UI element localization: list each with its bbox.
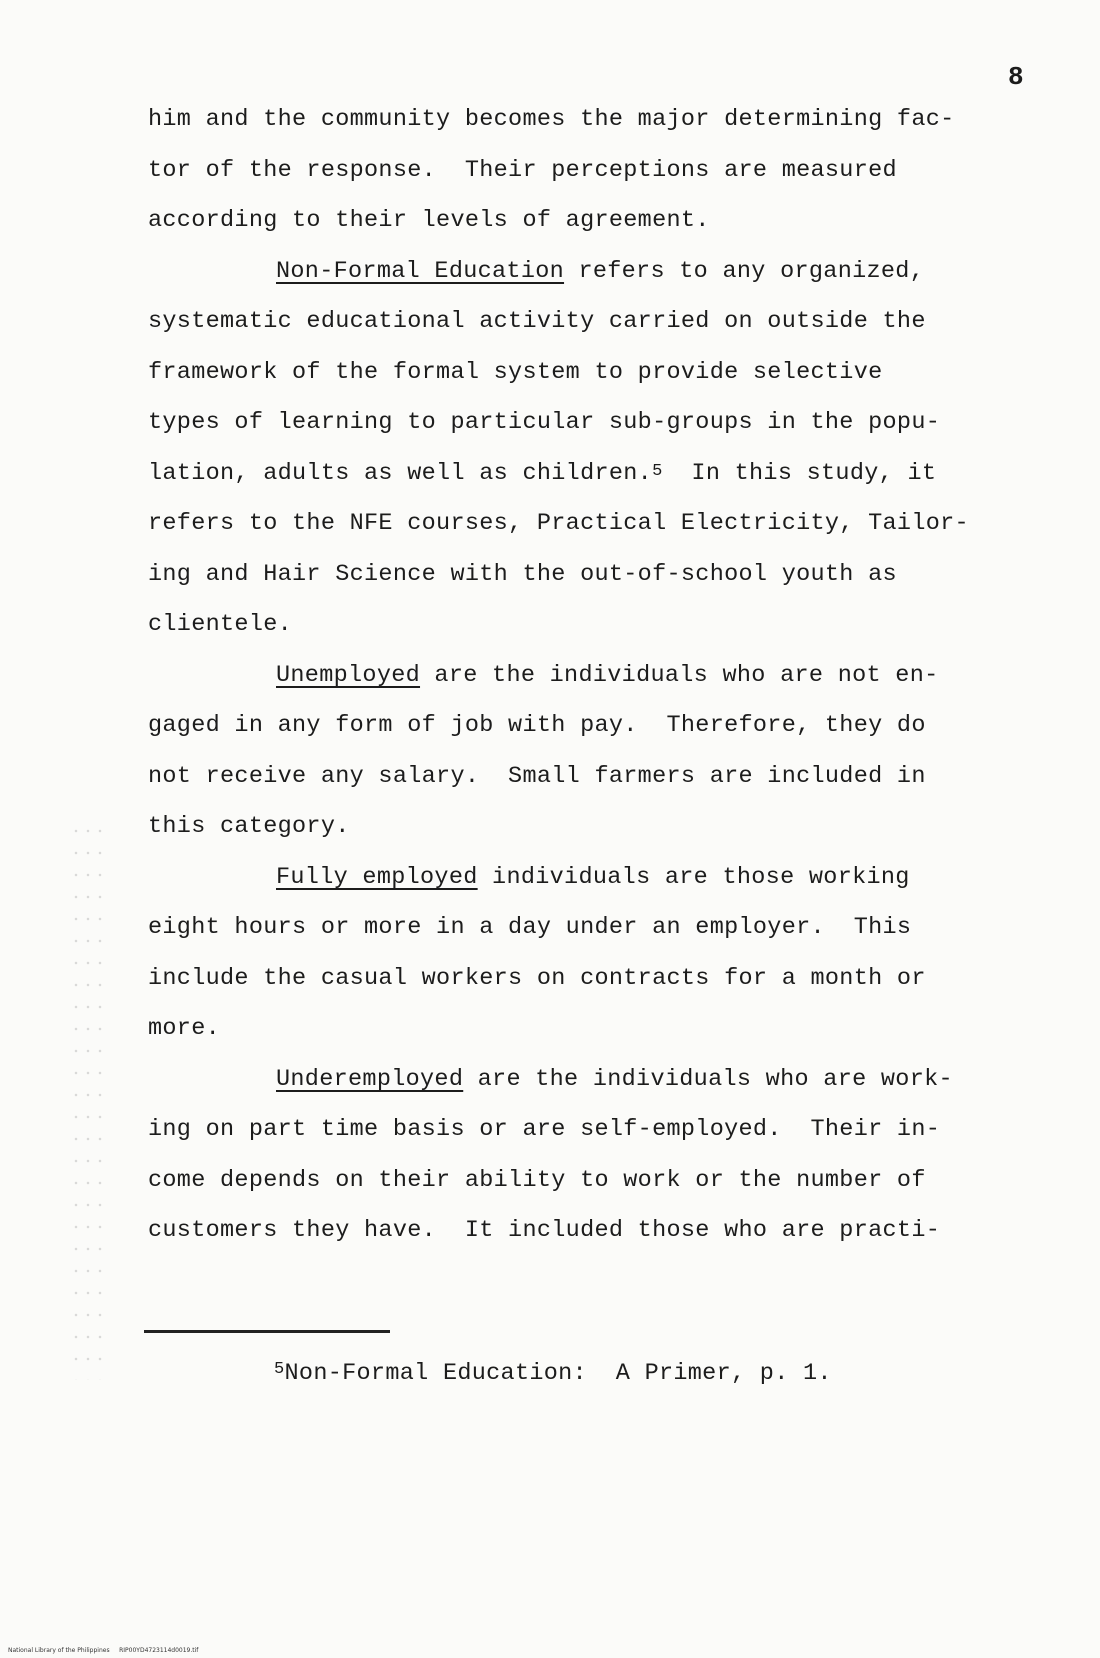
- line-text: clientele.: [148, 611, 293, 638]
- footnote-reference[interactable]: 5: [652, 461, 663, 481]
- line-text: him and the community becomes the major determining fac-: [148, 106, 955, 133]
- footnote-separator: [144, 1330, 390, 1333]
- text-line: [148, 247, 1028, 298]
- line-text: ing and Hair Science with the out-of-school youth as: [148, 560, 897, 588]
- text-line: [148, 95, 1028, 146]
- line-text: more.: [148, 1015, 221, 1042]
- margin-speckle-texture: [70, 820, 110, 1380]
- page-number: 8: [1008, 62, 1024, 92]
- text-line: [148, 297, 1028, 348]
- text-line: [148, 1105, 1028, 1156]
- text-line: [148, 903, 1028, 954]
- line-text: are the individuals who are work-: [463, 1065, 953, 1093]
- line-text: are the individuals who are not en-: [420, 661, 939, 689]
- line-text: come depends on their ability to work or the number of: [148, 1166, 926, 1194]
- text-line: [148, 1004, 1028, 1055]
- line-text: refers to any organized,: [564, 257, 925, 285]
- text-line: [148, 1055, 1028, 1106]
- text-line: [148, 701, 1028, 752]
- line-text: systematic educational activity carried on outside the: [148, 308, 926, 335]
- footnote-text: Non-Formal Education: A Primer, p. 1.: [284, 1360, 832, 1387]
- line-text: lation, adults as well as children.: [148, 459, 653, 487]
- archive-strip: National Library of the Philippines RIP00YD4723114d0019.tif: [8, 1647, 199, 1654]
- line-text: ing on part time basis or are self-employed. Their in-: [148, 1116, 941, 1143]
- body-text: [148, 95, 1028, 1257]
- line-text: eight hours or more in a day under an employer. This: [148, 914, 912, 941]
- text-line: [148, 752, 1028, 803]
- text-line: [148, 1206, 1028, 1257]
- line-text: according to their levels of agreement.: [148, 207, 710, 234]
- footnote: [274, 1360, 832, 1387]
- defined-term: Non-Formal Education: [276, 257, 565, 285]
- defined-term: Fully employed: [276, 863, 478, 891]
- text-line: [148, 449, 1028, 500]
- line-text: framework of the formal system to provide selective: [148, 358, 883, 386]
- defined-term: Unemployed: [276, 661, 421, 689]
- text-line: [148, 146, 1028, 197]
- defined-term: Underemployed: [276, 1065, 464, 1093]
- line-text: this category.: [148, 813, 350, 840]
- text-line: [148, 499, 1028, 550]
- line-text: individuals are those working: [477, 863, 910, 891]
- text-line: [148, 954, 1028, 1005]
- text-line: [148, 398, 1028, 449]
- text-line: [148, 651, 1028, 702]
- text-line: [148, 1156, 1028, 1207]
- line-text: types of learning to particular sub-groups in the popu-: [148, 409, 941, 436]
- line-text-continued: In this study, it: [662, 459, 937, 487]
- text-line: [148, 802, 1028, 853]
- line-text: customers they have. It included those who are practi-: [148, 1217, 941, 1244]
- line-text: gaged in any form of job with pay. Therefore, they do: [148, 712, 926, 739]
- text-line: [148, 600, 1028, 651]
- line-text: refers to the NFE courses, Practical Electricity, Tailor-: [148, 510, 969, 537]
- line-text: include the casual workers on contracts for a month or: [148, 964, 926, 992]
- text-line: [148, 550, 1028, 601]
- text-line: [148, 196, 1028, 247]
- text-line: [148, 348, 1028, 399]
- footnote-marker: 5: [274, 1360, 285, 1379]
- text-line: [148, 853, 1028, 904]
- line-text: tor of the response. Their perceptions are measured: [148, 156, 897, 184]
- line-text: not receive any salary. Small farmers are included in: [148, 762, 926, 790]
